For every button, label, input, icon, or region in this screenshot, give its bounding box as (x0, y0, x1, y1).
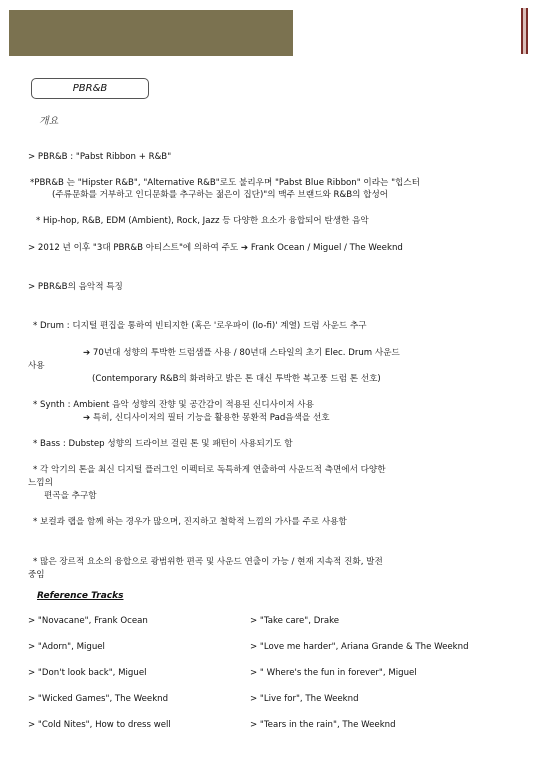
track-item: > "Novacane", Frank Ocean (28, 616, 148, 626)
feature-vocal: * 보컬과 랩을 함께 하는 경우가 많으며, 진지하고 철학적 느낌의 가사를 주로 사용함 (33, 517, 347, 527)
feature-tone: * 각 악기의 톤을 최신 디지털 플러그인 이펙터로 독특하게 연출하여 사운드적 측면에서 다양한 (33, 465, 386, 475)
feature-fusion-cont: 중임 (28, 570, 45, 580)
track-item: > "Take care", Drake (250, 616, 340, 626)
track-item: > "Don't look back", Miguel (28, 668, 147, 678)
section-heading-overview: 개요 (39, 116, 59, 127)
feature-synth: * Synth : Ambient 음악 성향의 잔향 및 공간감이 적용된 신디사이저 사용 (33, 400, 314, 410)
feature-bass: * Bass : Dubstep 성향의 드라이브 걸린 톤 및 패턴이 사용되기도 함 (33, 439, 293, 449)
reference-tracks-title: Reference Tracks (37, 591, 124, 601)
overview-line-3: (주류문화를 거부하고 인디문화를 추구하는 젊은이 집단)"의 맥주 브랜드와 R&B의 합성어 (52, 190, 389, 200)
track-item: > "Cold Nites", How to dress well (28, 720, 171, 730)
feature-synth-detail: ➔ 특히, 신디사이저의 필터 기능을 활용한 몽환적 Pad음색을 선호 (83, 413, 330, 423)
feature-drum-detail-cont: 사용 (28, 361, 45, 371)
page-title: PBR&B (31, 78, 149, 99)
track-item: > "Tears in the rain", The Weeknd (250, 720, 396, 730)
features-heading: > PBR&B의 음악적 특징 (28, 282, 123, 292)
feature-drum-note: (Contemporary R&B의 화려하고 밝은 톤 대신 투박한 복고풍 드럼 톤 선호) (92, 374, 381, 384)
feature-drum: * Drum : 디지털 편집을 통하여 빈티지한 (혹은 '로우파이 (lo-fi)' 계열) 드럼 사운드 추구 (33, 321, 367, 331)
corner-accent-bar (521, 8, 528, 54)
track-item: > " Where's the fun in forever", Miguel (250, 668, 417, 678)
feature-tone-cont: 느낌의 (28, 478, 53, 488)
overview-line-1: > PBR&B : "Pabst Ribbon + R&B" (28, 152, 172, 162)
header-banner (9, 10, 293, 56)
overview-line-2: *PBR&B 는 "Hipster R&B", "Alternative R&B"로도 불리우며 "Pabst Blue Ribbon" 이라는 "힙스터 (30, 178, 420, 188)
overview-line-5: > 2012 년 이후 "3대 PBR&B 아티스트"에 의하여 주도 ➔ Frank Ocean / Miguel / The Weeknd (28, 243, 403, 253)
track-item: > "Wicked Games", The Weeknd (28, 694, 169, 704)
feature-tone-end: 편곡을 추구함 (44, 491, 97, 501)
feature-drum-detail: ➔ 70년대 성향의 투박한 드럼샘플 사용 / 80년대 스타일의 초기 Elec. Drum 사운드 (83, 348, 400, 358)
feature-fusion: * 많은 장르적 요소의 융합으로 광범위한 편곡 및 사운드 연출이 가능 / 현재 지속적 진화, 발전 (33, 557, 383, 567)
track-item: > "Love me harder", Ariana Grande & The Weeknd (250, 642, 469, 652)
track-item: > "Live for", The Weeknd (250, 694, 359, 704)
track-item: > "Adorn", Miguel (28, 642, 105, 652)
overview-line-4: * Hip-hop, R&B, EDM (Ambient), Rock, Jazz 등 다양한 요소가 융합되어 탄생한 음악 (36, 216, 369, 226)
